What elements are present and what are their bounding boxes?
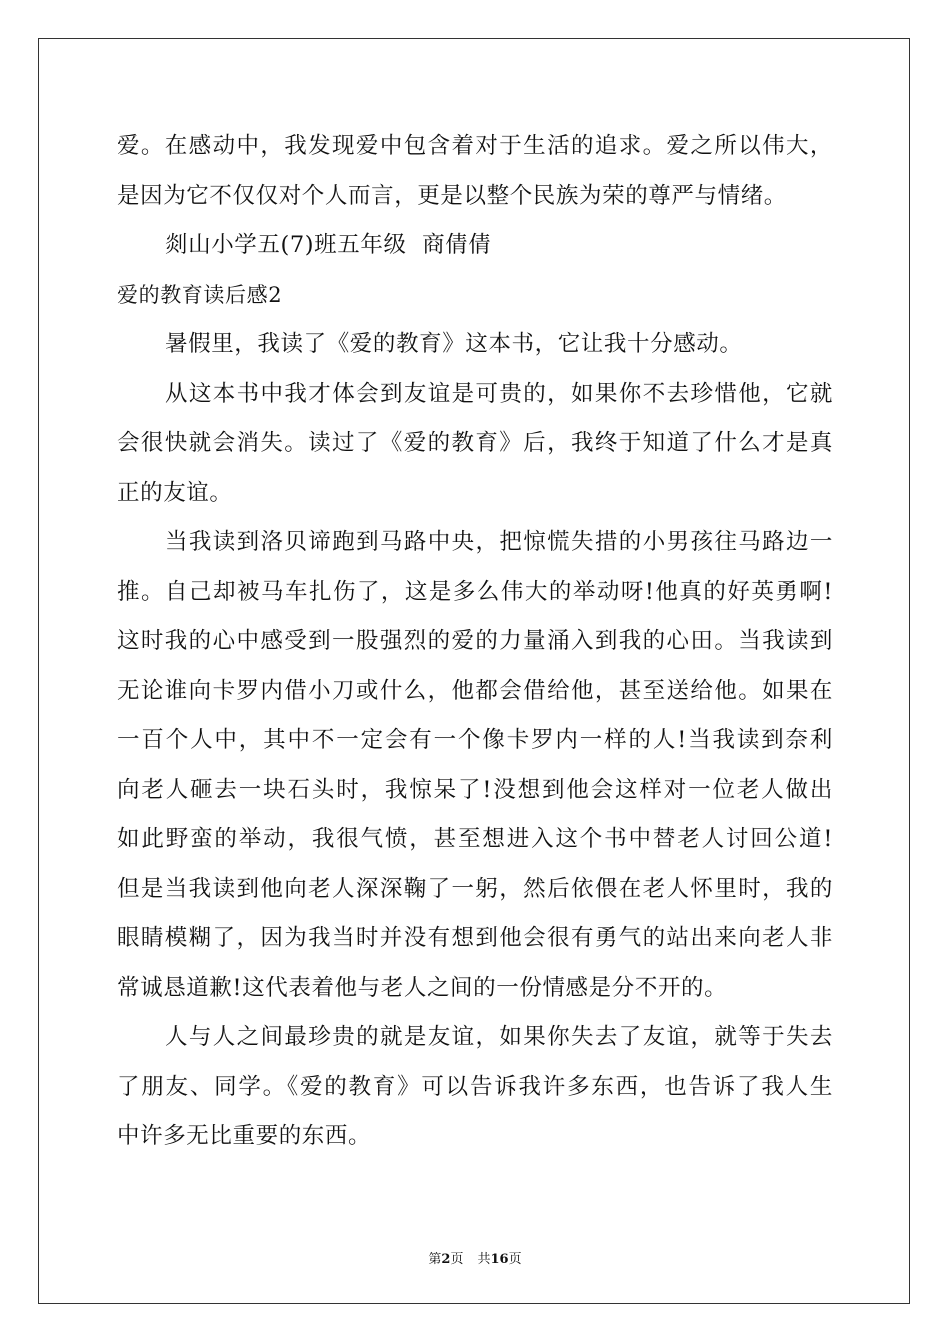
- author-signature: 剡山小学五(7)班五年级 商倩倩: [165, 232, 492, 258]
- text-line: 常诚恳道歉!这代表着他与老人之间的一份情感是分不开的。: [117, 974, 728, 1001]
- text-line: 爱。在感动中，我发现爱中包含着对于生活的追求。爱之所以伟大，: [117, 133, 833, 159]
- total-pages: 16: [490, 1252, 509, 1267]
- text-line: 当我读到洛贝谛跑到马路中央，把惊慌失措的小男孩往马路边一: [165, 529, 833, 555]
- text-line: 无论谁向卡罗内借小刀或什么，他都会借给他，甚至送给他。如果在: [117, 677, 833, 704]
- text-line: 正的友谊。: [117, 479, 233, 506]
- text-line: 这时我的心中感受到一股强烈的爱的力量涌入到我的心田。当我读到: [117, 628, 833, 654]
- text-line: 向老人砸去一块石头时，我惊呆了!没想到他会这样对一位老人做出: [117, 776, 833, 803]
- text-line: 从这本书中我才体会到友谊是可贵的，如果你不去珍惜他，它就: [165, 380, 833, 407]
- text-line: 暑假里，我读了《爱的教育》这本书，它让我十分感动。: [165, 331, 743, 357]
- document-body: [117, 122, 833, 1162]
- page-suffix: 页: [450, 1252, 464, 1267]
- total-prefix: 共: [477, 1252, 491, 1267]
- text-line: 推。自己却被马车扎伤了，这是多么伟大的举动呀!他真的好英勇啊!: [117, 578, 833, 605]
- text-line: 人与人之间最珍贵的就是友谊，如果你失去了友谊，就等于失去: [165, 1024, 833, 1050]
- text-line: 一百个人中，其中不一定会有一个像卡罗内一样的人!当我读到奈利: [117, 727, 833, 753]
- text-line: 中许多无比重要的东西。: [117, 1123, 372, 1149]
- section-title: 爱的教育读后感2: [117, 282, 283, 307]
- page-number: 2: [441, 1252, 451, 1267]
- text-line: 会很快就会消失。读过了《爱的教育》后，我终于知道了什么才是真: [117, 430, 833, 456]
- text-line: 但是当我读到他向老人深深鞠了一躬，然后依偎在老人怀里时，我的: [117, 875, 833, 902]
- total-suffix: 页: [508, 1252, 522, 1267]
- page-prefix: 第: [428, 1252, 442, 1267]
- text-line: 如此野蛮的举动，我很气愤，甚至想进入这个书中替老人讨回公道!: [117, 826, 833, 852]
- text-line: 是因为它不仅仅对个人而言，更是以整个民族为荣的尊严与情绪。: [117, 182, 787, 209]
- text-line: 眼睛模糊了，因为我当时并没有想到他会很有勇气的站出来向老人非: [117, 925, 833, 951]
- page-footer: [0, 1248, 950, 1267]
- text-line: 了朋友、同学。《爱的教育》可以告诉我许多东西，也告诉了我人生: [117, 1073, 833, 1100]
